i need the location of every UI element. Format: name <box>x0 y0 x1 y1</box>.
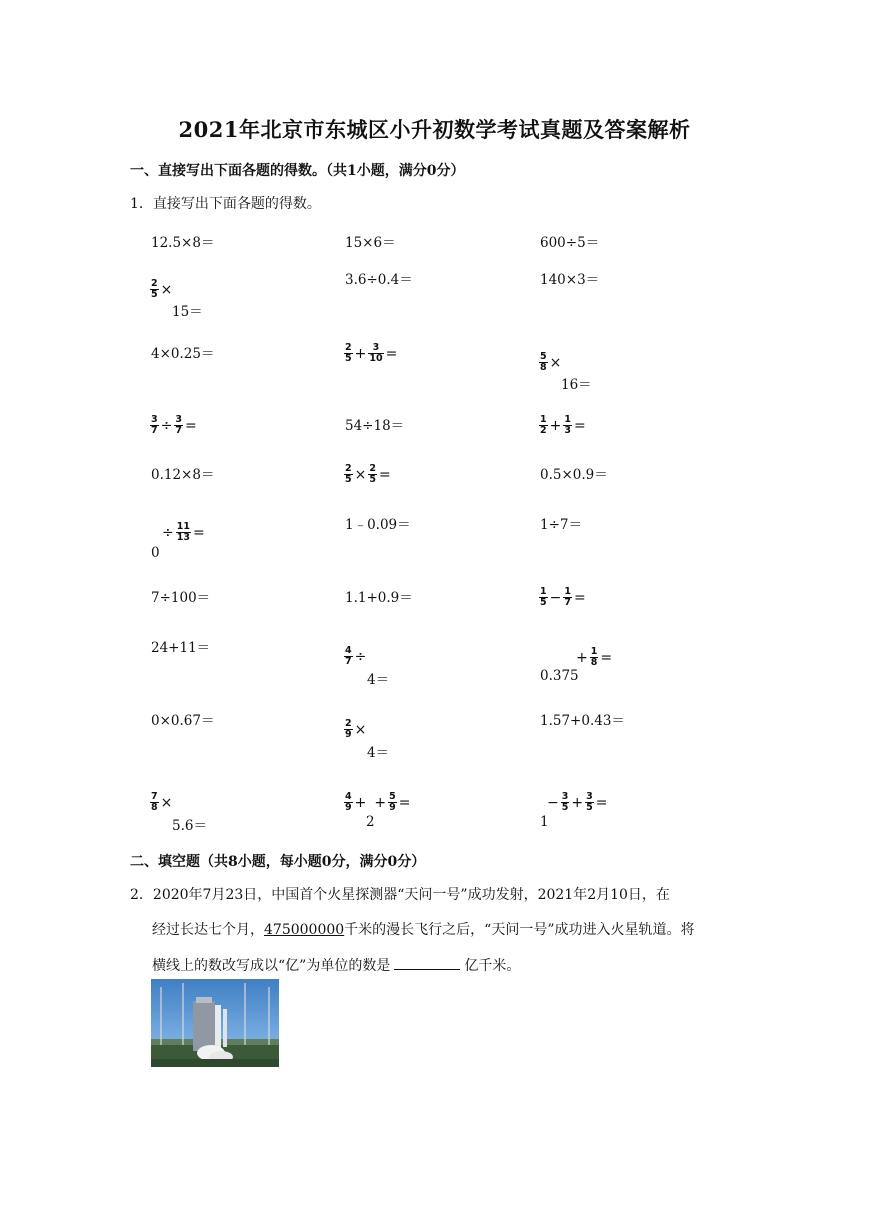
fraction: $\frac{1}{8}$ <box>590 646 598 668</box>
fraction: $\frac{1}{2}$ <box>540 414 547 436</box>
item-r9c2-tail: 4＝ <box>367 745 390 761</box>
fraction: $\frac{1}{3}$ <box>564 414 571 436</box>
item-r10c2: $\frac{4}{9}$ + + $\frac{5}{9}$ = <box>345 791 411 813</box>
item-r8c1: 24+11＝ <box>151 640 211 656</box>
fraction: $\frac{5}{8}$ <box>540 351 547 373</box>
fraction: $\frac{4}{7}$ <box>345 645 352 667</box>
item-r5c2: $\frac{2}{5}$ × $\frac{2}{5}$ = <box>345 463 391 485</box>
fraction: $\frac{11}{13}$ <box>176 521 190 543</box>
item-r2c1-tail: 15＝ <box>172 304 203 320</box>
item-r6c1-tail: 0 <box>151 545 160 561</box>
item-r9c2: $\frac{2}{9}$ × <box>345 718 367 740</box>
item-r3c3: $\frac{5}{8}$ × <box>540 351 562 373</box>
item-r8c3: + $\frac{1}{8}$ = <box>576 646 613 668</box>
fraction: $\frac{2}{9}$ <box>345 718 352 740</box>
item-r1c1: 12.5×8＝ <box>151 235 215 251</box>
fraction: $\frac{3}{7}$ <box>151 414 158 436</box>
item-r5c3: 0.5×0.9＝ <box>540 467 608 483</box>
question-2-line-2: 经过长达七个月，475000000千米的漫长飞行之后，“天问一号”成功进入火星轨道。将 <box>152 922 695 938</box>
fraction: $\frac{2}{5}$ <box>369 463 376 485</box>
question-2-line-3: 横线上的数改写成以“亿”为单位的数是 亿千米。 <box>152 955 520 975</box>
fraction: $\frac{7}{8}$ <box>151 791 158 813</box>
item-r6c2: 1﹣0.09＝ <box>345 517 411 533</box>
fraction: $\frac{3}{7}$ <box>175 414 182 436</box>
item-r9c1: 0×0.67＝ <box>151 713 215 729</box>
item-r7c3: $\frac{1}{5}$ − $\frac{1}{7}$ = <box>540 586 586 608</box>
item-r1c2: 15×6＝ <box>345 235 396 251</box>
fraction: $\frac{4}{9}$ <box>345 791 352 813</box>
fraction: $\frac{5}{9}$ <box>389 791 396 813</box>
section-heading-2: 二、填空题（共8小题，每小题0分，满分0分） <box>130 854 426 870</box>
item-r9c3: 1.57+0.43＝ <box>540 713 625 729</box>
item-r3c2: $\frac{2}{5}$ + $\frac{3}{10}$ = <box>345 342 398 364</box>
underlined-number: 475000000 <box>264 922 345 938</box>
item-r4c3: $\frac{1}{2}$ + $\frac{1}{3}$ = <box>540 414 586 436</box>
item-r2c3: 140×3＝ <box>540 272 600 288</box>
item-r7c1: 7÷100＝ <box>151 590 211 606</box>
item-r6c3: 1÷7＝ <box>540 517 582 533</box>
item-r6c1: ÷ $\frac{11}{13}$ = <box>162 521 205 543</box>
rocket-launch-photo <box>151 979 279 1067</box>
section-heading-1: 一、直接写出下面各题的得数。（共1小题，满分0分） <box>130 163 465 179</box>
fraction: $\frac{1}{5}$ <box>540 586 547 608</box>
item-r10c2-tail: 2 <box>366 814 375 830</box>
item-r3c1: 4×0.25＝ <box>151 346 215 362</box>
answer-blank[interactable] <box>394 955 460 970</box>
item-r7c2: 1.1+0.9＝ <box>345 590 413 606</box>
item-r8c2-tail: 4＝ <box>367 672 390 688</box>
fraction: $\frac{3}{10}$ <box>369 342 383 364</box>
item-r4c1: $\frac{3}{7}$ ÷ $\frac{3}{7}$ = <box>151 414 197 436</box>
question-2-line-1: 2．2020年7月23日，中国首个火星探测器“天问一号”成功发射，2021年2月10日，在 <box>130 887 670 903</box>
item-r10c3: − $\frac{3}{5}$ + $\frac{3}{5}$ = <box>547 791 608 813</box>
item-r4c2: 54÷18＝ <box>345 418 405 434</box>
item-r10c1-tail: 5.6＝ <box>172 818 207 834</box>
page-title: 2021年北京市东城区小升初数学考试真题及答案解析 <box>178 117 691 142</box>
item-r2c2: 3.6÷0.4＝ <box>345 272 413 288</box>
fraction: $\frac{2}{5}$ <box>345 342 352 364</box>
item-r10c3-tail: 1 <box>540 814 549 830</box>
item-r5c1: 0.12×8＝ <box>151 467 215 483</box>
question-1-text: 1．直接写出下面各题的得数。 <box>130 196 321 212</box>
item-r3c3-tail: 16＝ <box>561 377 592 393</box>
item-r10c1: $\frac{7}{8}$ × <box>151 791 173 813</box>
fraction: $\frac{2}{5}$ <box>345 463 352 485</box>
item-r2c1: $\frac{2}{5}$ × <box>151 278 173 300</box>
item-r8c3-tail: 0.375 <box>540 668 579 684</box>
item-r8c2: $\frac{4}{7}$ ÷ <box>345 645 367 667</box>
fraction: $\frac{3}{5}$ <box>561 791 569 813</box>
item-r1c3: 600÷5＝ <box>540 235 600 251</box>
fraction: $\frac{3}{5}$ <box>586 791 593 813</box>
fraction: $\frac{2}{5}$ <box>151 278 158 300</box>
fraction: $\frac{1}{7}$ <box>564 586 571 608</box>
